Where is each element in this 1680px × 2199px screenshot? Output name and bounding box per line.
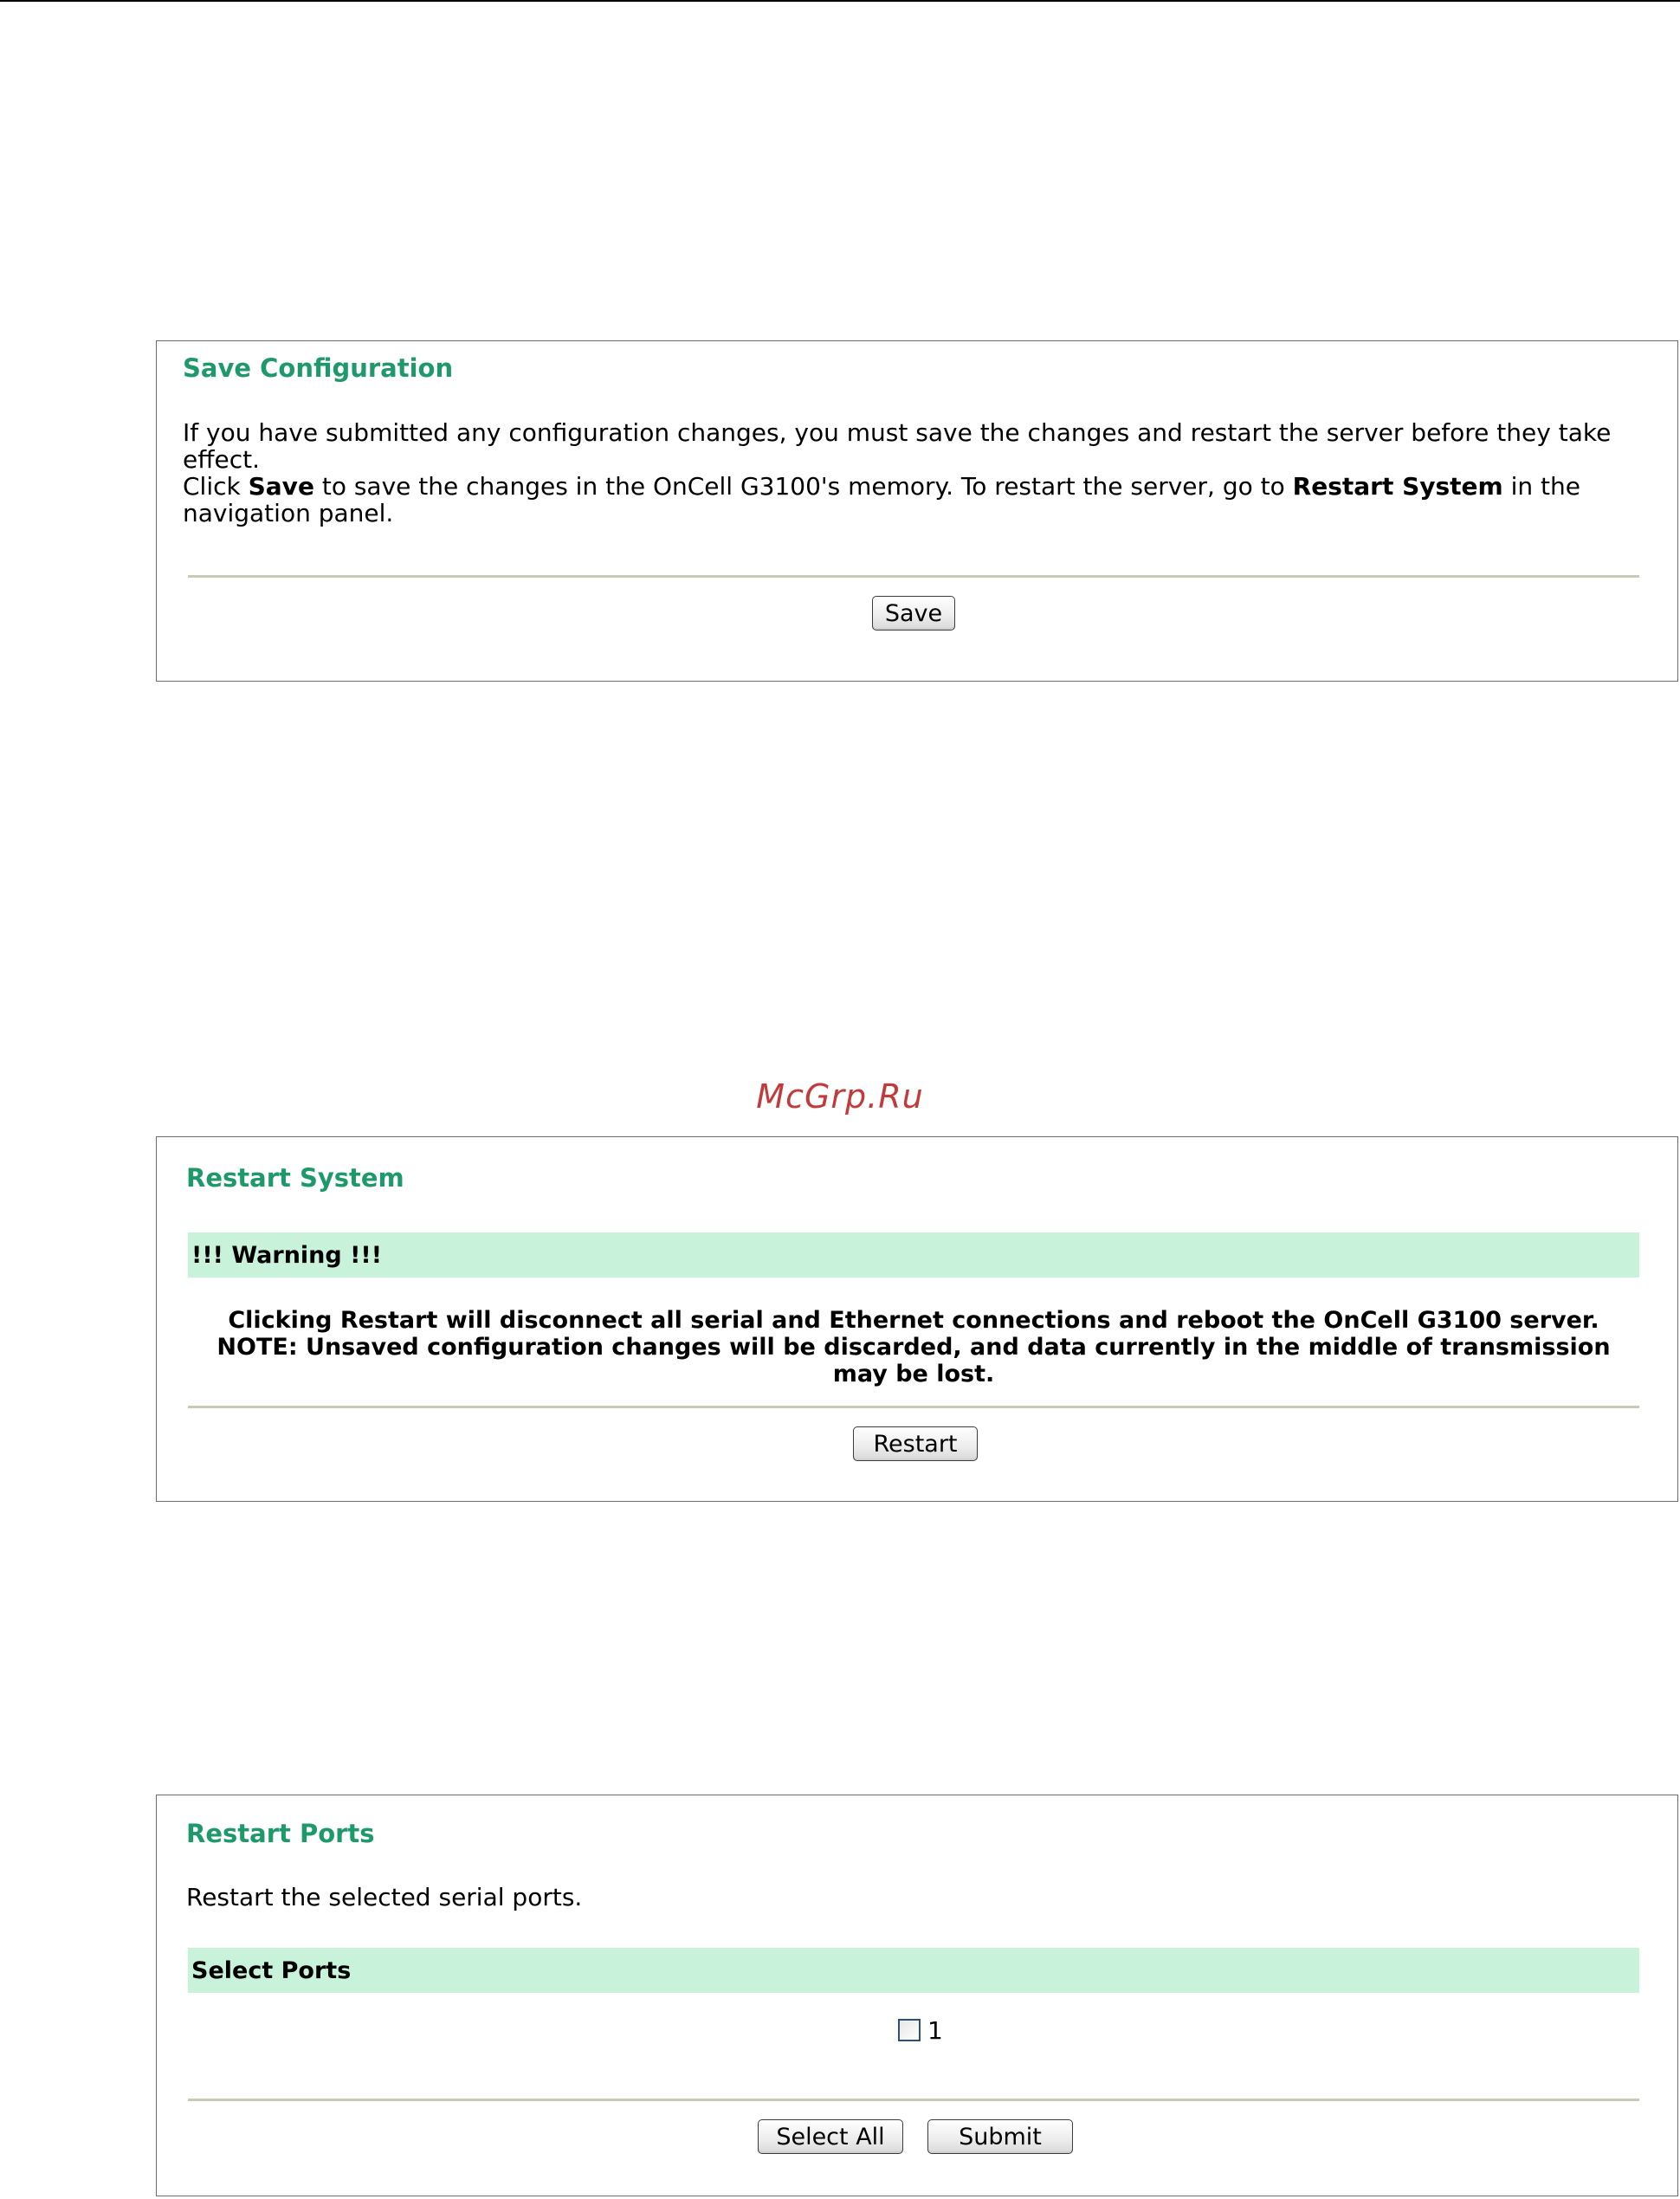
panel-title: Restart Ports — [186, 1819, 375, 1848]
restart-ports-panel — [156, 1795, 1678, 2196]
divider — [188, 2099, 1639, 2101]
submit-button[interactable]: Submit — [927, 2119, 1073, 2154]
restart-system-panel — [156, 1136, 1678, 1502]
port-1-label: 1 — [927, 2016, 943, 2045]
save-description-line1: If you have submitted any configuration changes, you must save the changes and restart the server before they take effect. — [183, 418, 1612, 474]
panel-title: Save Configuration — [183, 353, 454, 383]
save-button[interactable]: Save — [872, 596, 955, 631]
page-top-rule — [0, 0, 1680, 2]
save-configuration-panel — [156, 340, 1678, 682]
divider — [188, 1406, 1639, 1408]
restart-ports-description: Restart the selected serial ports. — [186, 1883, 583, 1911]
select-all-button[interactable]: Select All — [758, 2119, 903, 2154]
port-1-checkbox[interactable] — [898, 2019, 921, 2041]
divider — [188, 575, 1639, 578]
warning-line1: Clicking Restart will disconnect all serial and Ethernet connections and reboot the OnCell G3100 server. — [228, 1307, 1599, 1334]
save-description-line2: Click Save to save the changes in the OnCell G3100's memory. To restart the server, go to Restart System in the — [183, 472, 1580, 501]
warning-line2: NOTE: Unsaved configuration changes will be discarded, and data currently in the middle of transmission may be lost. — [216, 1334, 1611, 1387]
restart-system-keyword: Restart System — [1292, 472, 1503, 501]
restart-button[interactable]: Restart — [853, 1426, 978, 1461]
warning-bar: !!! Warning !!! — [188, 1232, 1639, 1277]
save-keyword: Save — [248, 472, 314, 501]
panel-title: Restart System — [186, 1163, 404, 1193]
save-description — [183, 419, 1672, 527]
watermark: McGrp.Ru — [756, 1077, 924, 1116]
warning-message — [188, 1307, 1639, 1387]
save-description-line3: navigation panel. — [183, 499, 394, 527]
select-ports-bar: Select Ports — [188, 1948, 1639, 1993]
